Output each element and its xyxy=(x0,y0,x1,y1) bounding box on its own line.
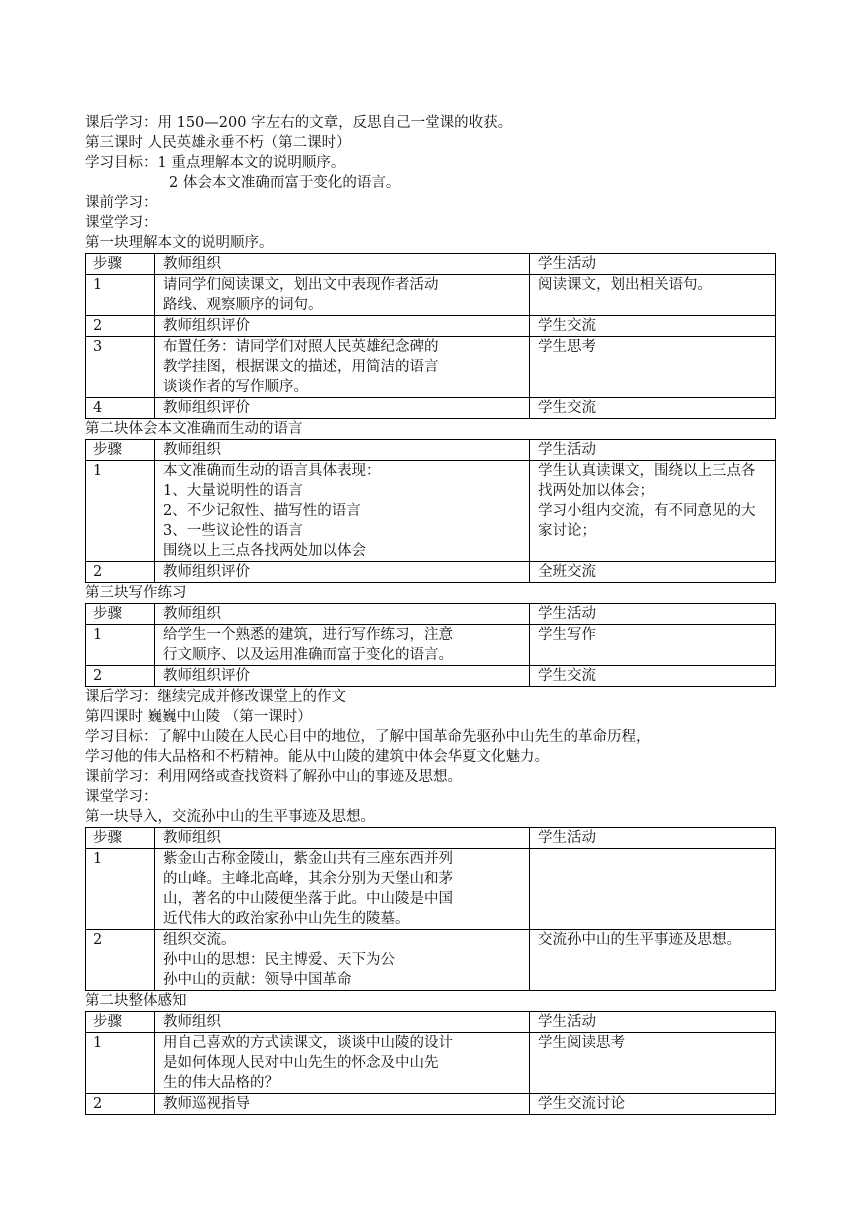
block5-title: 第二块整体感知 xyxy=(85,993,187,1009)
header-step: 步骤 xyxy=(86,604,155,625)
pre-class-label: 课前学习： xyxy=(85,195,158,211)
table-row xyxy=(86,930,776,991)
cell-line: 请同学们阅读课文，划出文中表现作者活动 xyxy=(163,277,439,293)
header-student: 学生活动 xyxy=(530,1012,776,1033)
header-teacher: 教师组织 xyxy=(155,828,530,849)
lesson3-title: 第三课时 人民英雄永垂不朽（第二课时） xyxy=(85,135,351,151)
cell-line: 教学挂图，根据课文的描述，用简洁的语言 xyxy=(163,359,439,375)
document-page xyxy=(85,113,776,1115)
cell-line: 找两处加以体会； xyxy=(538,483,654,499)
table-header-row xyxy=(86,440,776,461)
block3-title: 第三块写作练习 xyxy=(85,585,187,601)
table-row xyxy=(86,625,776,666)
student-cell xyxy=(530,1094,776,1115)
cell-line: 3、一些议论性的语言 xyxy=(163,523,303,539)
after-class-text-2: 课后学习：继续完成并修改课堂上的作文 xyxy=(85,689,346,705)
student-cell xyxy=(530,337,776,398)
header-step: 步骤 xyxy=(86,828,155,849)
header-student: 学生活动 xyxy=(530,440,776,461)
teacher-cell xyxy=(155,316,530,337)
step-cell: 2 xyxy=(86,666,155,687)
cell-line: 阅读课文，划出相关语句。 xyxy=(538,277,712,293)
teacher-cell xyxy=(155,930,530,991)
student-cell xyxy=(530,275,776,316)
teacher-cell xyxy=(155,461,530,562)
block2-table xyxy=(85,439,776,583)
student-cell xyxy=(530,398,776,419)
step-cell: 1 xyxy=(86,1033,155,1094)
header-student: 学生活动 xyxy=(530,828,776,849)
cell-line: 学生交流讨论 xyxy=(538,1096,625,1112)
step-cell: 1 xyxy=(86,625,155,666)
step-cell: 2 xyxy=(86,316,155,337)
step-cell: 2 xyxy=(86,930,155,991)
cell-line: 近代伟大的政治家孙中山先生的陵墓。 xyxy=(163,911,410,927)
step-cell: 4 xyxy=(86,398,155,419)
cell-line: 学生交流 xyxy=(538,318,596,334)
block5-table xyxy=(85,1011,776,1115)
step-cell: 1 xyxy=(86,275,155,316)
teacher-cell xyxy=(155,398,530,419)
header-teacher: 教师组织 xyxy=(155,604,530,625)
cell-line: 山，著名的中山陵便坐落于此。中山陵是中国 xyxy=(163,891,453,907)
block4-title: 第一块导入，交流孙中山的生平事迹及思想。 xyxy=(85,809,375,825)
learning-goal-1: 学习目标：1 重点理解本文的说明顺序。 xyxy=(85,155,346,171)
step-cell: 2 xyxy=(86,1094,155,1115)
cell-line: 家讨论； xyxy=(538,523,596,539)
cell-line: 学生交流 xyxy=(538,400,596,416)
step-cell: 2 xyxy=(86,562,155,583)
table-row xyxy=(86,849,776,930)
cell-line: 学生写作 xyxy=(538,627,596,643)
student-cell xyxy=(530,562,776,583)
table-row xyxy=(86,1033,776,1094)
cell-line: 教师组织评价 xyxy=(163,318,250,334)
table-row xyxy=(86,398,776,419)
cell-line: 学习小组内交流，有不同意见的大 xyxy=(538,503,756,519)
student-cell xyxy=(530,461,776,562)
learning-goal-2: 2 体会本文准确而富于变化的语言。 xyxy=(169,175,401,191)
step-cell: 1 xyxy=(86,461,155,562)
teacher-cell xyxy=(155,849,530,930)
cell-line: 学生阅读思考 xyxy=(538,1035,625,1051)
cell-line: 1、大量说明性的语言 xyxy=(163,483,303,499)
after-class-text: 课后学习：用 150—200 字左右的文章，反思自己一堂课的收获。 xyxy=(85,115,513,131)
cell-line: 布置任务：请同学们对照人民英雄纪念碑的 xyxy=(163,339,439,355)
cell-line: 教师组织评价 xyxy=(163,564,250,580)
cell-line: 全班交流 xyxy=(538,564,596,580)
header-teacher: 教师组织 xyxy=(155,440,530,461)
header-teacher: 教师组织 xyxy=(155,1012,530,1033)
cell-line: 的山峰。主峰北高峰，其余分别为天堡山和茅 xyxy=(163,871,453,887)
student-cell xyxy=(530,666,776,687)
cell-line: 路线、观察顺序的词句。 xyxy=(163,297,323,313)
pre-class-text: 课前学习：利用网络或查找资料了解孙中山的事迹及思想。 xyxy=(85,769,462,785)
cell-line: 是如何体现人民对中山先生的怀念及中山先 xyxy=(163,1055,439,1071)
table-header-row xyxy=(86,828,776,849)
student-cell xyxy=(530,316,776,337)
header-student: 学生活动 xyxy=(530,604,776,625)
cell-line: 谈谈作者的写作顺序。 xyxy=(163,379,308,395)
teacher-cell xyxy=(155,337,530,398)
cell-line: 教师组织评价 xyxy=(163,668,250,684)
block1-title: 第一块理解本文的说明顺序。 xyxy=(85,235,274,251)
in-class-label: 课堂学习： xyxy=(85,215,158,231)
teacher-cell xyxy=(155,1094,530,1115)
cell-line: 教师巡视指导 xyxy=(163,1096,250,1112)
block2-title: 第二块体会本文准确而生动的语言 xyxy=(85,421,303,437)
block1-table xyxy=(85,253,776,419)
student-cell xyxy=(530,849,776,930)
table-row xyxy=(86,275,776,316)
cell-line: 行文顺序、以及运用准确而富于变化的语言。 xyxy=(163,647,453,663)
cell-line: 交流孙中山的生平事迹及思想。 xyxy=(538,932,741,948)
table-row xyxy=(86,461,776,562)
table-row xyxy=(86,666,776,687)
header-teacher: 教师组织 xyxy=(155,254,530,275)
cell-line: 学生交流 xyxy=(538,668,596,684)
table-row xyxy=(86,562,776,583)
step-cell: 1 xyxy=(86,849,155,930)
table-header-row xyxy=(86,604,776,625)
table-row xyxy=(86,316,776,337)
header-step: 步骤 xyxy=(86,440,155,461)
in-class-label-2: 课堂学习： xyxy=(85,789,158,805)
lesson4-goal-line-2: 学习他的伟大品格和不朽精神。能从中山陵的建筑中体会华夏文化魅力。 xyxy=(85,749,549,765)
teacher-cell xyxy=(155,562,530,583)
cell-line: 紫金山古称金陵山，紫金山共有三座东西并列 xyxy=(163,851,453,867)
block3-table xyxy=(85,603,776,687)
teacher-cell xyxy=(155,666,530,687)
cell-line: 学生思考 xyxy=(538,339,596,355)
teacher-cell xyxy=(155,275,530,316)
table-row xyxy=(86,337,776,398)
cell-line: 教师组织评价 xyxy=(163,400,250,416)
student-cell xyxy=(530,625,776,666)
cell-line: 给学生一个熟悉的建筑，进行写作练习，注意 xyxy=(163,627,453,643)
student-cell xyxy=(530,1033,776,1094)
table-row xyxy=(86,1094,776,1115)
cell-line: 2、不少记叙性、描写性的语言 xyxy=(163,503,361,519)
cell-line: 孙中山的思想：民主博爱、天下为公 xyxy=(163,952,395,968)
header-student: 学生活动 xyxy=(530,254,776,275)
teacher-cell xyxy=(155,625,530,666)
header-step: 步骤 xyxy=(86,254,155,275)
table-header-row xyxy=(86,1012,776,1033)
student-cell xyxy=(530,930,776,991)
lesson4-goal-line-1: 学习目标：了解中山陵在人民心目中的地位，了解中国革命先驱孙中山先生的革命历程， xyxy=(85,729,651,745)
cell-line: 本文准确而生动的语言具体表现： xyxy=(163,463,381,479)
cell-line: 孙中山的贡献：领导中国革命 xyxy=(163,972,352,988)
block4-table xyxy=(85,827,776,991)
cell-line: 学生认真读课文，围绕以上三点各 xyxy=(538,463,756,479)
cell-line: 围绕以上三点各找两处加以体会 xyxy=(163,543,366,559)
cell-line: 组织交流。 xyxy=(163,932,236,948)
teacher-cell xyxy=(155,1033,530,1094)
step-cell: 3 xyxy=(86,337,155,398)
cell-line: 生的伟大品格的？ xyxy=(163,1075,279,1091)
table-header-row xyxy=(86,254,776,275)
lesson4-title: 第四课时 巍巍中山陵 （第一课时） xyxy=(85,709,312,725)
header-step: 步骤 xyxy=(86,1012,155,1033)
cell-line: 用自己喜欢的方式读课文，谈谈中山陵的设计 xyxy=(163,1035,453,1051)
